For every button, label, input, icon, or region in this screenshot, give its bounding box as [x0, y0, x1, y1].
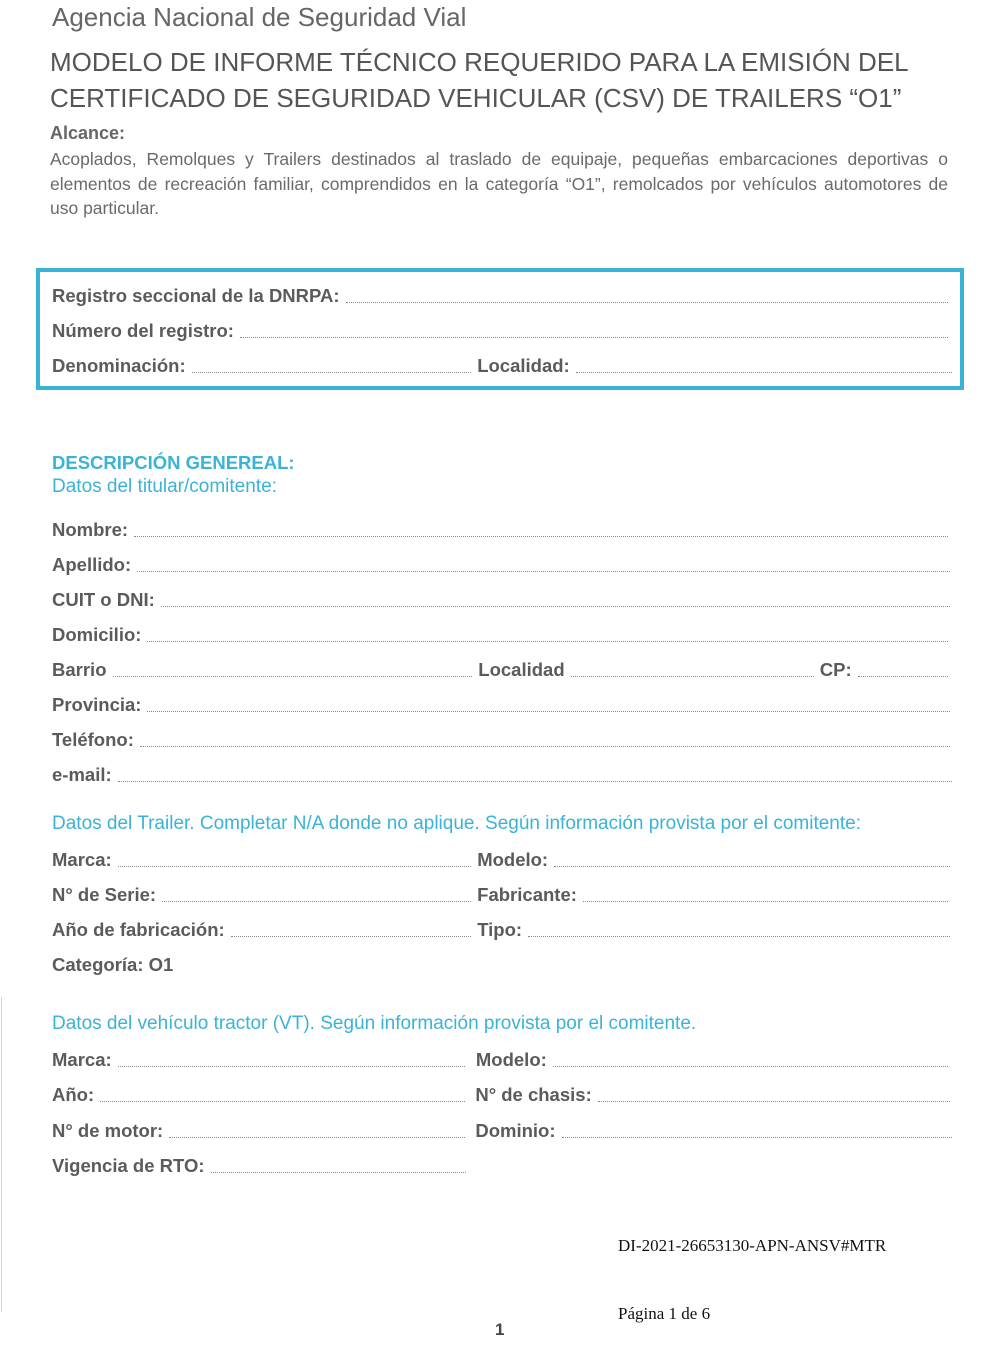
trailer-categoria: Categoría: O1 [52, 954, 174, 975]
email-row [52, 762, 952, 788]
title-line-2: CERTIFICADO DE SEGURIDAD VEHICULAR (CSV) DE TRAILERS “O1” [50, 83, 902, 113]
domicilio-label: Domicilio: [52, 624, 142, 645]
registry-seccional-row [52, 283, 948, 309]
cuit-label: CUIT o DNI: [52, 589, 155, 610]
registry-seccional-label: Registro seccional de la DNRPA: [52, 285, 340, 306]
trailer-categoria-row [52, 952, 452, 978]
trailer-fabricante-label: Fabricante: [477, 884, 577, 905]
cuit-field[interactable] [161, 606, 950, 607]
tractor-dominio-label: Dominio: [475, 1120, 556, 1141]
barrio-label: Barrio [52, 659, 107, 680]
titular-heading: Datos del titular/comitente: [52, 476, 277, 497]
cp-label: CP: [819, 659, 852, 680]
cuit-row [52, 587, 950, 613]
provincia-label: Provincia: [52, 694, 142, 715]
registry-numero-field[interactable] [240, 337, 948, 338]
registry-localidad-label: Localidad: [477, 355, 570, 376]
document-title [50, 44, 950, 116]
tractor-anio-row [52, 1082, 950, 1108]
registry-numero-row [52, 318, 948, 344]
trailer-serie-label: N° de Serie: [52, 884, 157, 905]
registry-localidad-field[interactable] [576, 372, 952, 373]
telefono-label: Teléfono: [52, 729, 134, 750]
tractor-rto-label: Vigencia de RTO: [52, 1155, 205, 1176]
apellido-field[interactable] [137, 571, 950, 572]
trailer-anio-row [52, 917, 950, 943]
tractor-anio-field[interactable] [100, 1101, 465, 1102]
title-line-1: MODELO DE INFORME TÉCNICO REQUERIDO PARA LA EMISIÓN DEL [50, 47, 909, 77]
telefono-row [52, 727, 950, 753]
barrio-row [52, 657, 948, 683]
trailer-modelo-field[interactable] [554, 866, 950, 867]
registry-denominacion-field[interactable] [192, 372, 472, 373]
cp-field[interactable] [858, 676, 948, 677]
tractor-chasis-field[interactable] [598, 1101, 950, 1102]
tractor-anio-label: Año: [52, 1084, 95, 1105]
trailer-tipo-field[interactable] [528, 936, 950, 937]
trailer-tipo-label: Tipo: [477, 919, 523, 940]
trailer-anio-field[interactable] [231, 936, 471, 937]
nombre-label: Nombre: [52, 519, 129, 540]
trailer-serie-row [52, 882, 948, 908]
apellido-label: Apellido: [52, 554, 132, 575]
provincia-row [52, 692, 950, 718]
page-label: Página 1 de 6 [618, 1304, 711, 1323]
tractor-dominio-field[interactable] [562, 1137, 952, 1138]
tractor-rto-row [52, 1153, 466, 1179]
telefono-field[interactable] [140, 746, 950, 747]
tractor-marca-label: Marca: [52, 1049, 112, 1070]
trailer-fabricante-field[interactable] [583, 901, 948, 902]
email-field[interactable] [118, 781, 952, 782]
domicilio-row [52, 622, 948, 648]
registry-denominacion-row [52, 353, 952, 379]
nombre-field[interactable] [134, 536, 948, 537]
description-heading: DESCRIPCIÓN GENEREAL: [52, 452, 295, 473]
localidad-label: Localidad [478, 659, 565, 680]
localidad-field[interactable] [571, 676, 814, 677]
tractor-heading: Datos del vehículo tractor (VT). Según información provista por el comitente. [52, 1013, 697, 1034]
registry-seccional-field[interactable] [346, 302, 948, 303]
tractor-modelo-field[interactable] [553, 1066, 948, 1067]
trailer-modelo-label: Modelo: [477, 849, 549, 870]
page-number: 1 [495, 1320, 505, 1339]
trailer-marca-label: Marca: [52, 849, 112, 870]
registry-denominacion-label: Denominación: [52, 355, 186, 376]
trailer-anio-label: Año de fabricación: [52, 919, 225, 940]
barrio-field[interactable] [113, 676, 473, 677]
domicilio-field[interactable] [147, 641, 948, 642]
trailer-serie-field[interactable] [162, 901, 471, 902]
provincia-field[interactable] [147, 711, 950, 712]
tractor-motor-row [52, 1118, 952, 1144]
tractor-rto-field[interactable] [211, 1172, 467, 1173]
email-label: e-mail: [52, 764, 112, 785]
trailer-heading: Datos del Trailer. Completar N/A donde no aplique. Según información provista por el comitente: [52, 813, 862, 834]
registry-numero-label: Número del registro: [52, 320, 234, 341]
trailer-marca-field[interactable] [118, 866, 472, 867]
tractor-marca-row [52, 1047, 948, 1073]
tractor-modelo-label: Modelo: [475, 1049, 547, 1070]
apellido-row [52, 552, 950, 578]
tractor-motor-label: N° de motor: [52, 1120, 164, 1141]
margin-line [1, 997, 2, 1312]
agency-name: Agencia Nacional de Seguridad Vial [52, 2, 467, 32]
nombre-row [52, 517, 948, 543]
tractor-chasis-label: N° de chasis: [475, 1084, 592, 1105]
document-id: DI-2021-26653130-APN-ANSV#MTR [618, 1236, 887, 1255]
scope-text: Acoplados, Remolques y Trailers destinados al traslado de equipaje, pequeñas embarcaciones deportivas o elementos de recreación familiar, comprendidos en la categoría “O1”, remolcados por vehículos automotores de uso particular. [50, 149, 948, 218]
scope-label: Alcance: [50, 123, 126, 143]
tractor-motor-field[interactable] [169, 1137, 465, 1138]
tractor-marca-field[interactable] [118, 1066, 465, 1067]
trailer-marca-row [52, 847, 950, 873]
